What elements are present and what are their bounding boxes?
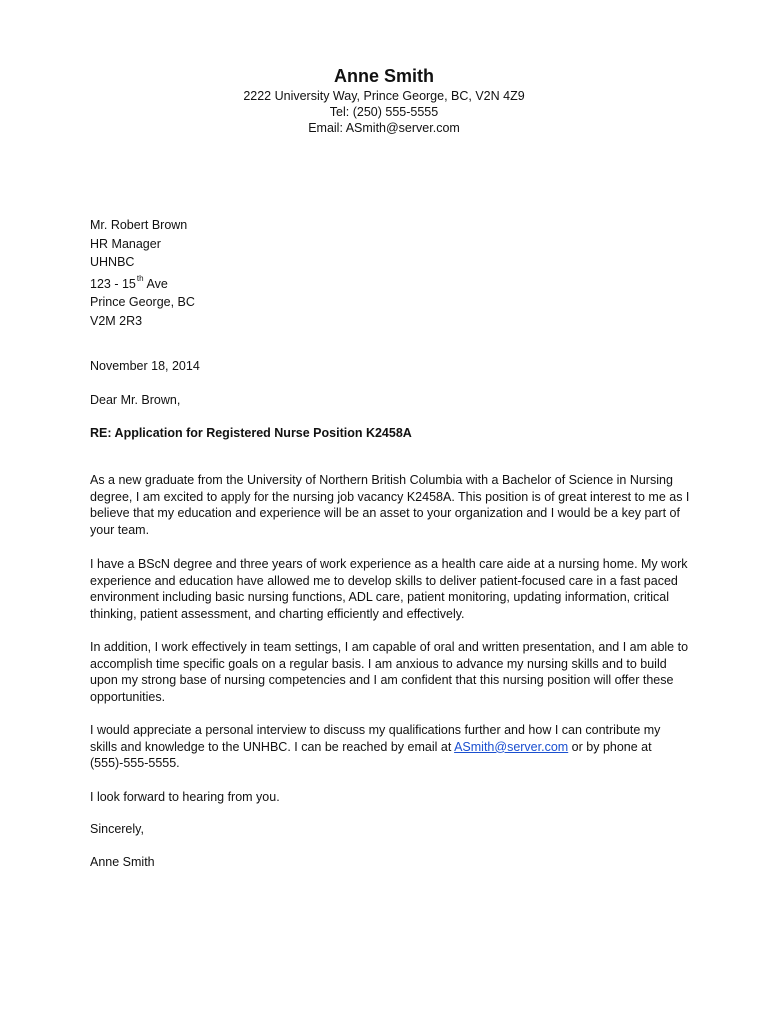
- recipient-block: [90, 216, 195, 330]
- letter-header: [0, 64, 768, 136]
- street-suffix: Ave: [146, 276, 168, 291]
- recipient-name: Mr. Robert Brown: [90, 218, 188, 232]
- paragraph-intro: As a new graduate from the University of Northern British Columbia with a Bachelor of Science in Nursing degree, I am excited to apply for the nursing job vacancy K2458A. This position is of great interest to me as I believe that my education and experience will be an asset to your organization and I would be a key part of your team.: [90, 473, 690, 537]
- recipient-city: Prince George, BC: [90, 295, 195, 310]
- recipient-postal: V2M 2R3: [90, 313, 143, 328]
- email-link[interactable]: ASmith@server.com: [454, 739, 569, 754]
- interview-text-end: or by phone at (555)-555-5555.: [90, 739, 652, 771]
- sender-phone: Tel: (250) 555-5555: [329, 105, 439, 119]
- signature: Anne Smith: [90, 855, 155, 869]
- paragraph-experience: I have a BScN degree and three years of work experience as a health care aide at a nursing home. My work experience and education have allowed me to develop skills to deliver patient-focused care in a fast paced environment including basic nursing functions, ADL care, patient monitoring, updating information, critical thinking, patient assessment, and charting efficiently and effectively.: [90, 557, 688, 621]
- sender-email: Email: ASmith@server.com: [308, 121, 460, 135]
- street-number: 123 - 15: [90, 276, 136, 291]
- recipient-title: HR Manager: [90, 236, 161, 251]
- interview-text: I would appreciate a personal interview to discuss my qualifications further and how I can contribute my skills and knowledge to the UNHBC. I can be reached by email at: [90, 723, 661, 754]
- subject-line: RE: Application for Registered Nurse Position K2458A: [90, 426, 412, 440]
- letter-date: November 18, 2014: [90, 359, 200, 373]
- street-ordinal: th: [136, 273, 144, 283]
- recipient-street: [90, 272, 195, 294]
- sign-off: Sincerely,: [90, 822, 144, 836]
- salutation: Dear Mr. Brown,: [90, 393, 181, 407]
- sender-address: 2222 University Way, Prince George, BC, V2N 4Z9: [243, 89, 525, 103]
- closing-line: I look forward to hearing from you.: [90, 790, 280, 804]
- recipient-org: UHNBC: [90, 255, 135, 269]
- paragraph-interview: [90, 722, 690, 772]
- sender-name: Anne Smith: [333, 66, 434, 86]
- paragraph-skills: In addition, I work effectively in team settings, I am capable of oral and written presentation, and I am able to accomplish time specific goals on a regular basis. I am anxious to advance my nursing skills and to build upon my strong base of nursing competencies and I am confident that this nursing position will offer these opportunities.: [90, 640, 689, 704]
